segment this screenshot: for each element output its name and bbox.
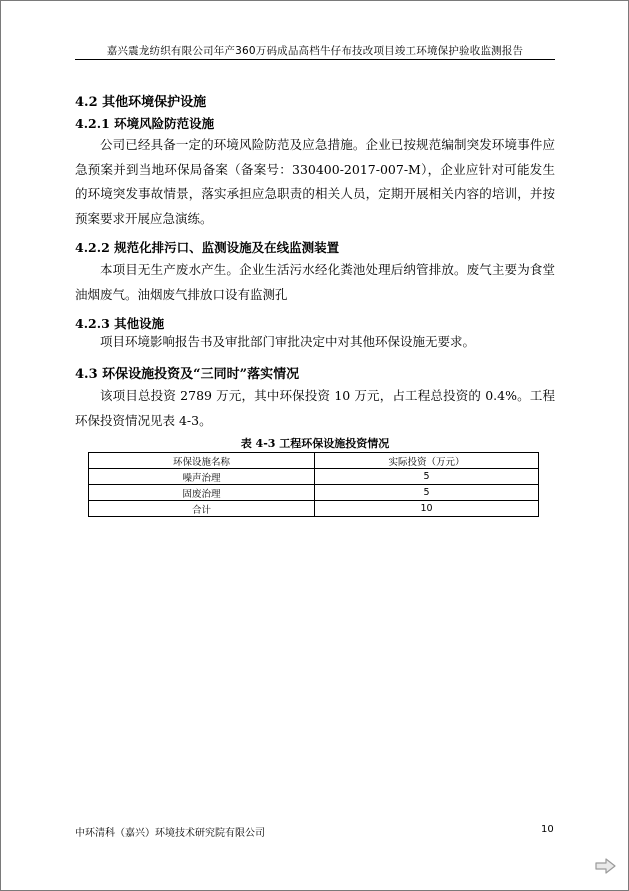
table-row-total: [89, 501, 539, 517]
running-header: 嘉兴震龙纺织有限公司年产360万码成品高档牛仔布技改项目竣工环境保护验收监测报告: [106, 45, 524, 57]
paragraph-risk-prevention: 公司已经具备一定的环境风险防范及应急措施。企业已按规范编制突发环境事件应急预案并到当地环保局备案（备案号：330400-2017-007-M），企业应针对可能发生的环境突发事故情景，落实承担应急职责的相关人员，定期开展相关内容的培训，并按预案要求开展应急演练。: [75, 137, 555, 227]
table-header-row: [89, 453, 539, 469]
cell-total-label: 合计: [89, 501, 315, 517]
heading-4-2: 4.2 其他环境保护设施: [75, 95, 207, 110]
page-number: 10: [541, 824, 554, 835]
cell-investment: 5: [315, 469, 539, 485]
cell-facility: 固废治理: [89, 485, 315, 501]
investment-table: [88, 452, 539, 517]
column-header-facility: 环保设施名称: [89, 453, 315, 469]
cell-investment: 5: [315, 485, 539, 501]
heading-4-2-1: 4.2.1 环境风险防范设施: [75, 116, 215, 131]
paragraph-other-facilities: 项目环境影响报告书及审批部门审批决定中对其他环保设施无要求。: [100, 334, 476, 349]
header-rule: [75, 59, 555, 60]
cell-total-value: 10: [315, 501, 539, 517]
cell-facility: 噪声治理: [89, 469, 315, 485]
table-row: [89, 485, 539, 501]
column-header-investment: 实际投资（万元）: [315, 453, 539, 469]
heading-4-3: 4.3 环保设施投资及“三同时”落实情况: [75, 367, 300, 382]
table-caption: 表 4-3 工程环保设施投资情况: [240, 437, 390, 450]
arrow-right-icon[interactable]: [595, 857, 617, 875]
heading-4-2-2: 4.2.2 规范化排污口、监测设施及在线监测装置: [75, 240, 340, 255]
footer-organization: 中环清科（嘉兴）环境技术研究院有限公司: [75, 828, 265, 839]
paragraph-investment: 该项目总投资 2789 万元，其中环保投资 10 万元，占工程总投资的 0.4%。工程环保投资情况见表 4-3。: [75, 388, 555, 428]
table-row: [89, 469, 539, 485]
paragraph-outfall-monitoring: 本项目无生产废水产生。企业生活污水经化粪池处理后纳管排放。废气主要为食堂油烟废气。油烟废气排放口设有监测孔: [75, 262, 555, 302]
heading-4-2-3: 4.2.3 其他设施: [75, 316, 165, 331]
